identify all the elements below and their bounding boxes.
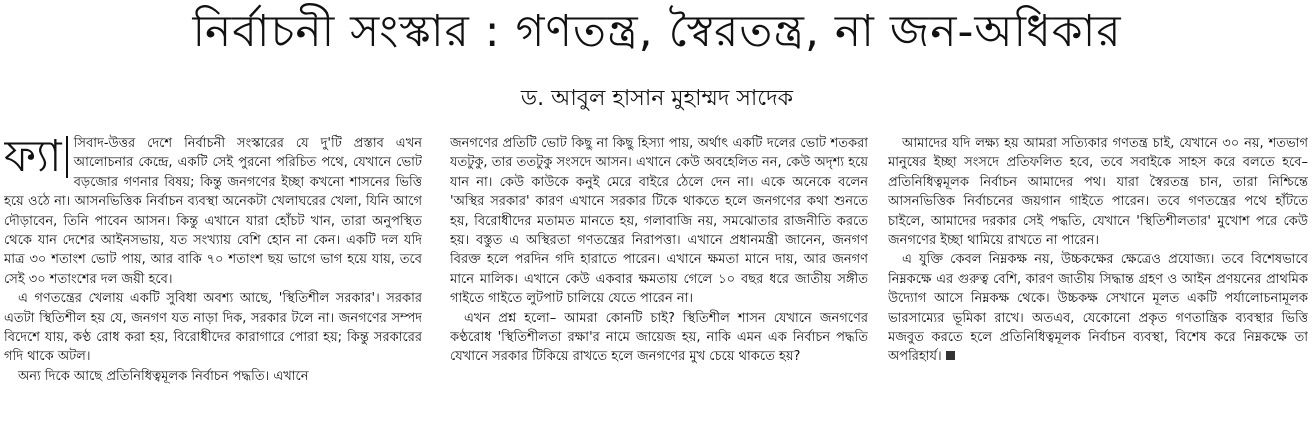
paragraph (888, 250, 1308, 366)
paragraph: এখন প্রশ্ন হলো– আমরা কোনটি চাই? স্থিতিশীল শাসন যেখানে জনগণের কণ্ঠরোধ 'স্থিতিশীলতা রক্ষা'র নামে জায়েজ হয়, নাকি এমন এক নির্বাচন পদ্ধতি যেখানে সরকার টিকিয়ে রাখতে হলে জনগণের মুখ চেয়ে থাকতে হয়? (450, 310, 868, 365)
article-column-1 (4, 134, 422, 426)
paragraph: এ গণতন্ত্রের খেলায় একটি সুবিধা অবশ্য আছে, 'স্থিতিশীল সরকার'। সরকার এতটা স্থিতিশীল হয় যে, জনগণ যত নাড়া দিক, সরকার টলে না। জনগণের সম্পদ বিদেশে যায়, কণ্ঠ রোধ করা হয়, বিরোধীদের কারাগারে পোরা হয়; কিন্তু সরকারের গদি থাকে অটল। (4, 291, 422, 365)
article-headline: নির্বাচনী সংস্কার : গণতন্ত্র, স্বৈরতন্ত্র, না জন-অধিকার (192, 6, 1122, 57)
article-byline: ড. আবুল হাসান মুহাম্মদ সাদেক (520, 86, 794, 111)
paragraph: অন্য দিকে আছে প্রতিনিধিত্বমূলক নির্বাচন পদ্ধতি। এখানে (18, 368, 309, 384)
end-mark-icon (946, 351, 955, 360)
drop-cap: ফ্যা (4, 136, 68, 178)
paragraph: সিবাদ-উত্তর দেশে নির্বাচনী সংস্কারের যে দু'টি প্রস্তাব এখন আলোচনার কেন্দ্রে, একটি সেই পুরনো পরিচিত পথে, যেখানে ভোট বড়জোর গণনার বিষয়; কিন্তু জনগণের ইচ্ছা কখনো শাসনের ভিত্তি হয়ে ওঠে না। আসনভিত্তিক নির্বাচন ব্যবস্থা অনেকটা খেলাঘরের খেলা, যিনি আগে দৌড়াবেন, তিনি পাবেন আসন। কিন্তু এখানে যারা হোঁচট খান, তারা অনুপস্থিত থেকে যান দেশের আইনসভায়, যত সংখ্যায় বেশি হোন না কেন। একটি দল যদি মাত্র ৩০ শতাংশ ভোট পায়, আর বাকি ৭০ শতাংশ ছয় ভাগে ভাগ হয়ে যায়, তবে সেই ৩০ শতাংশের দল জয়ী হবে। (4, 136, 422, 287)
paragraph-text: এ যুক্তি কেবল নিম্নকক্ষ নয়, উচ্চকক্ষের ক্ষেত্রেও প্রযোজ্য। তবে বিশেষভাবে নিম্নকক্ষে এর গুরুত্ব বেশি, কারণ জাতীয় সিদ্ধান্ত গ্রহণ ও আইন প্রণয়নের প্রাথমিক উদ্যোগ আসে নিম্নকক্ষ থেকে। উচ্চকক্ষ সেখানে মূলত একটি পর্যালোচনামূলক ভারসাম্যের ভূমিকা রাখে। অতএব, যেকোনো প্রকৃত গণতান্ত্রিক ব্যবস্থার ভিত্তি মজবুত করতে হলে প্রতিনিধিত্বমূলক নির্বাচন ব্যবস্থা, বিশেষ করে নিম্নকক্ষে তা অপরিহার্য। (888, 252, 1308, 365)
article-column-3 (888, 134, 1308, 426)
paragraph: আমাদের যদি লক্ষ্য হয় আমরা সত্যিকার গণতন্ত্র চাই, যেখানে ৩০ নয়, শতভাগ মানুষের ইচ্ছা সংসদে প্রতিফলিত হবে, তবে সবাইকে সাহস করে বলতে হবে– প্রতিনিধিত্বমূলক নির্বাচন আমাদের পথ। যারা স্বৈরতন্ত্র চান, তারা নিশ্চিন্তে আসনভিত্তিক নির্বাচনের জয়গান গাইতে পারেন। তবে গণতন্ত্রের পথে হাঁটতে চাইলে, আমাদের দরকার সেই পদ্ধতি, যেখানে 'স্থিতিশীলতার' মুখোশ পরে কেউ জনগণের ইচ্ছা থামিয়ে রাখতে না পারেন। (888, 136, 1308, 249)
paragraph: জনগণের প্রতিটি ভোট কিছু না কিছু হিস্যা পায়, অর্থাৎ একটি দলের ভোট শতকরা যতটুকু, তার ততটুকু সংসদে আসন। এখানে কেউ অবহেলিত নন, কেউ অদৃশ্য হয়ে যান না। কেউ কাউকে কনুই মেরে বাইরে ঠেলে দেন না। একে অনেকে বলেন 'অস্থির সরকার' কারণ এখানে সরকার টিকে থাকতে হলে জনগণের কথা শুনতে হয়, বিরোধীদের মতামত মানতে হয়, গলাবাজি নয়, সমঝোতার রাজনীতি করতে হয়। বস্তুত এ অস্থিরতা গণতন্ত্রের নিরাপত্তা। এখানে প্রধানমন্ত্রী জানেন, জনগণ বিরক্ত হলে পরদিন গদি হারাতে পারেন। এখানে ক্ষমতা মানে দায়, আর জনগণ মানে মালিক। এখানে কেউ একবার ক্ষমতায় গেলে ১০ বছর ধরে জাতীয় সঙ্গীত গাইতে গাইতে লুটপাট চালিয়ে যেতে পারেন না। (450, 136, 868, 307)
article-column-2 (450, 134, 868, 426)
